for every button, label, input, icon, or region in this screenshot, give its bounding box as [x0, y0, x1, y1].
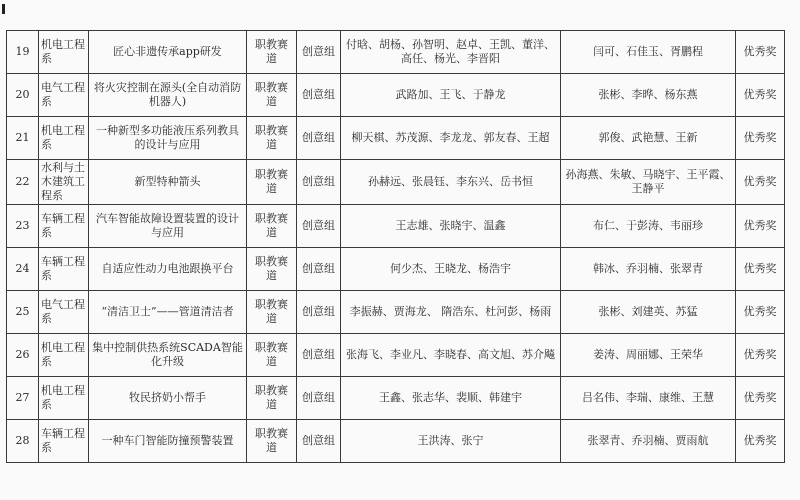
department-cell: 机电工程系	[39, 31, 89, 74]
table-body	[7, 31, 785, 463]
department-cell: 车辆工程系	[39, 248, 89, 291]
group-cell: 创意组	[297, 160, 341, 205]
table-row	[7, 117, 785, 160]
table-row	[7, 205, 785, 248]
track-cell: 职教赛道	[247, 291, 297, 334]
project-name-cell: 新型特种箭头	[89, 160, 247, 205]
group-cell: 创意组	[297, 248, 341, 291]
department-cell: 水利与土木建筑工程系	[39, 160, 89, 205]
department-cell: 机电工程系	[39, 117, 89, 160]
table-row	[7, 74, 785, 117]
team-members-cell: 柳天棋、苏茂源、李龙龙、郭友春、王超	[341, 117, 561, 160]
table-row	[7, 334, 785, 377]
award-cell: 优秀奖	[736, 377, 785, 420]
team-members-cell: 李振赫、贾海龙、 隋浩东、杜河彭、杨雨	[341, 291, 561, 334]
row-number: 21	[7, 117, 39, 160]
project-name-cell: 将火灾控制在源头(全自动消防机器人)	[89, 74, 247, 117]
scan-mark	[2, 4, 5, 14]
award-cell: 优秀奖	[736, 291, 785, 334]
department-cell: 电气工程系	[39, 74, 89, 117]
advisors-cell: 张彬、刘建英、苏猛	[561, 291, 736, 334]
track-cell: 职教赛道	[247, 205, 297, 248]
track-cell: 职教赛道	[247, 377, 297, 420]
advisors-cell: 闫可、石佳玉、胥鹏程	[561, 31, 736, 74]
group-cell: 创意组	[297, 205, 341, 248]
advisors-cell: 姜涛、周丽娜、王荣华	[561, 334, 736, 377]
award-cell: 优秀奖	[736, 31, 785, 74]
project-name-cell: 汽车智能故障设置装置的设计与应用	[89, 205, 247, 248]
row-number: 25	[7, 291, 39, 334]
team-members-cell: 何少杰、王晓龙、杨浩宇	[341, 248, 561, 291]
advisors-cell: 布仁、于彭涛、韦丽珍	[561, 205, 736, 248]
award-cell: 优秀奖	[736, 117, 785, 160]
award-cell: 优秀奖	[736, 334, 785, 377]
group-cell: 创意组	[297, 420, 341, 463]
advisors-cell: 郭俊、武艳慧、王新	[561, 117, 736, 160]
award-cell: 优秀奖	[736, 74, 785, 117]
award-table	[6, 30, 785, 463]
project-name-cell: 集中控制供热系统SCADA智能化升级	[89, 334, 247, 377]
team-members-cell: 孙赫远、张晨钰、李东兴、岳书恒	[341, 160, 561, 205]
team-members-cell: 王志雄、张晓宇、温鑫	[341, 205, 561, 248]
row-number: 28	[7, 420, 39, 463]
project-name-cell: 一种车门智能防撞预警装置	[89, 420, 247, 463]
track-cell: 职教赛道	[247, 31, 297, 74]
table-row	[7, 420, 785, 463]
group-cell: 创意组	[297, 334, 341, 377]
team-members-cell: 王洪涛、张宁	[341, 420, 561, 463]
project-name-cell: 匠心非遗传承app研发	[89, 31, 247, 74]
award-cell: 优秀奖	[736, 248, 785, 291]
table-row	[7, 31, 785, 74]
group-cell: 创意组	[297, 31, 341, 74]
group-cell: 创意组	[297, 377, 341, 420]
advisors-cell: 张彬、李晔、杨东燕	[561, 74, 736, 117]
table-row	[7, 377, 785, 420]
track-cell: 职教赛道	[247, 117, 297, 160]
team-members-cell: 付晗、胡杨、孙智明、赵卓、王凯、董洋、高任、杨光、李晋阳	[341, 31, 561, 74]
team-members-cell: 张海飞、李业凡、李晓春、高文旭、苏介飚	[341, 334, 561, 377]
row-number: 22	[7, 160, 39, 205]
row-number: 26	[7, 334, 39, 377]
table-row	[7, 160, 785, 205]
track-cell: 职教赛道	[247, 74, 297, 117]
track-cell: 职教赛道	[247, 248, 297, 291]
project-name-cell: 一种新型多功能液压系列教具的设计与应用	[89, 117, 247, 160]
group-cell: 创意组	[297, 291, 341, 334]
track-cell: 职教赛道	[247, 160, 297, 205]
table-row	[7, 291, 785, 334]
award-cell: 优秀奖	[736, 205, 785, 248]
row-number: 19	[7, 31, 39, 74]
group-cell: 创意组	[297, 117, 341, 160]
project-name-cell: 自适应性动力电池跟换平台	[89, 248, 247, 291]
award-cell: 优秀奖	[736, 160, 785, 205]
project-name-cell: “清洁卫士”——管道清洁者	[89, 291, 247, 334]
advisors-cell: 吕名伟、李瑞、康维、王慧	[561, 377, 736, 420]
department-cell: 车辆工程系	[39, 205, 89, 248]
row-number: 27	[7, 377, 39, 420]
team-members-cell: 王鑫、张志华、裴顺、韩建宇	[341, 377, 561, 420]
team-members-cell: 武路加、王飞、于静龙	[341, 74, 561, 117]
department-cell: 电气工程系	[39, 291, 89, 334]
project-name-cell: 牧民挤奶小帮手	[89, 377, 247, 420]
track-cell: 职教赛道	[247, 334, 297, 377]
department-cell: 机电工程系	[39, 377, 89, 420]
award-cell: 优秀奖	[736, 420, 785, 463]
advisors-cell: 韩冰、乔羽楠、张翠青	[561, 248, 736, 291]
advisors-cell: 张翠青、乔羽楠、贾雨航	[561, 420, 736, 463]
department-cell: 车辆工程系	[39, 420, 89, 463]
track-cell: 职教赛道	[247, 420, 297, 463]
advisors-cell: 孙海燕、朱敏、马晓宇、王平霞、王静平	[561, 160, 736, 205]
row-number: 20	[7, 74, 39, 117]
group-cell: 创意组	[297, 74, 341, 117]
table-row	[7, 248, 785, 291]
department-cell: 机电工程系	[39, 334, 89, 377]
row-number: 23	[7, 205, 39, 248]
row-number: 24	[7, 248, 39, 291]
